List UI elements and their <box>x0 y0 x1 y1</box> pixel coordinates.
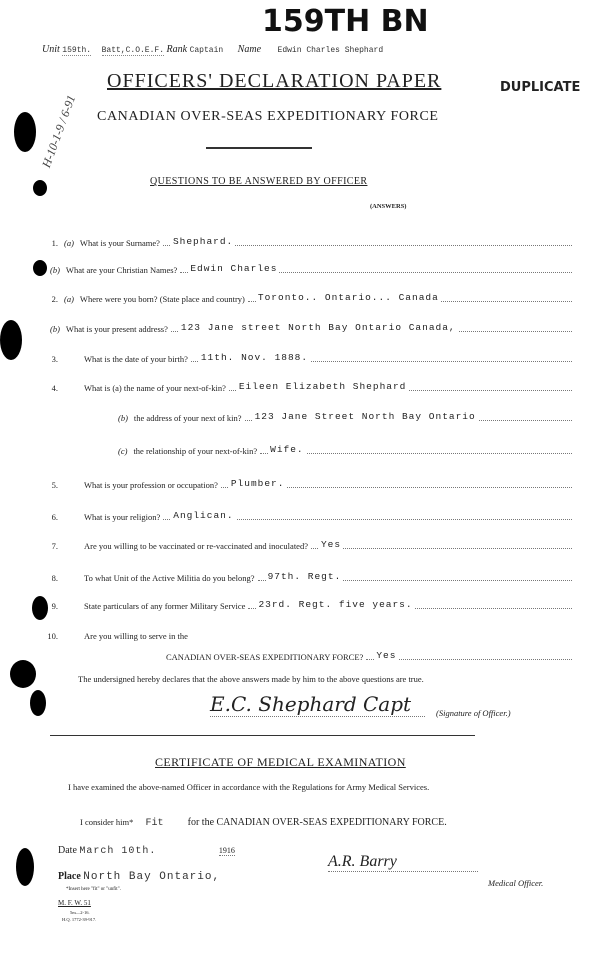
question-text: What is the date of your birth? <box>84 354 188 364</box>
margin-note: H-10-1-9 / 6-91 <box>39 93 79 170</box>
question-row <box>30 631 572 643</box>
answer-value: 23rd. Regt. five years. <box>258 599 413 610</box>
question-text: What is your Surname? <box>79 238 160 248</box>
question-row <box>118 445 572 457</box>
subtitle: CANADIAN OVER-SEAS EXPEDITIONARY FORCE <box>97 109 439 124</box>
question-text: Where were you born? (State place and country) <box>79 294 245 304</box>
fitness-value: Fit <box>145 818 164 829</box>
answer-value: Yes <box>320 539 342 550</box>
question-number: 1. <box>51 238 58 248</box>
question-text: What is your present address? <box>65 324 168 334</box>
question-row <box>30 237 572 249</box>
punch-hole-blot <box>33 260 47 276</box>
unit-label: Unit <box>42 44 60 55</box>
answer-value: 123 Jane street North Bay Ontario Canada, <box>180 322 456 333</box>
header-line <box>42 44 383 57</box>
answer-value: Yes <box>376 650 397 661</box>
question-row <box>50 264 572 276</box>
battalion-stamp: 159TH BN <box>262 4 429 39</box>
medical-officer-signature: A.R. Barry <box>328 852 478 872</box>
unit-value: 159th. <box>62 46 92 55</box>
question-sub: (b) <box>50 265 60 275</box>
punch-hole-blot <box>33 180 47 196</box>
print-line: 5m—2-16. <box>70 910 90 915</box>
year-value: 1916 <box>218 846 235 855</box>
medical-heading: CERTIFICATE OF MEDICAL EXAMINATION <box>155 755 406 769</box>
medical-officer-label: Medical Officer. <box>488 878 544 888</box>
divider <box>206 147 312 149</box>
question-number: 6. <box>51 512 58 522</box>
signature-label: (Signature of Officer.) <box>436 708 511 718</box>
question-text: What is your religion? <box>84 512 161 522</box>
punch-hole-blot <box>16 848 34 886</box>
question-sub: (c) <box>118 446 128 456</box>
answer-value: Edwin Charles <box>190 263 278 274</box>
question-number: 2. <box>51 294 58 304</box>
question-row <box>30 600 572 612</box>
answer-value: 123 Jane Street North Bay Ontario <box>254 411 476 422</box>
question-number: 7. <box>51 541 58 551</box>
place-value: North Bay Ontario, <box>83 871 221 883</box>
question-row <box>30 479 572 491</box>
question-sub: (b) <box>50 324 60 334</box>
question-row <box>30 353 572 365</box>
question-sub: (a) <box>64 238 74 248</box>
rank-label: Rank <box>166 44 188 55</box>
answer-value: Anglican. <box>173 510 234 521</box>
duplicate-stamp: DUPLICATE <box>500 80 581 95</box>
question-text: What are your Christian Names? <box>65 265 178 275</box>
question-number: 3. <box>51 354 58 364</box>
batt-value: Batt,C.O.E.F. <box>101 46 165 55</box>
question-row <box>30 382 572 394</box>
question-text: Are you willing to be vaccinated or re-vaccinated and inoculated? <box>84 541 308 551</box>
question-number: 8. <box>51 573 58 583</box>
medical-paragraph: I have examined the above-named Officer in accordance with the Regulations for Army Medical Services. <box>68 782 430 792</box>
question-text: the relationship of your next-of-kin? <box>133 446 258 456</box>
page-title: OFFICERS' DECLARATION PAPER <box>107 70 442 92</box>
question-text: What is your profession or occupation? <box>84 480 218 490</box>
answer-value: Shephard. <box>172 236 234 247</box>
footnote: *Insert here "fit" or "unfit". <box>66 887 121 892</box>
question-row <box>118 412 572 424</box>
place-label: Place <box>58 871 81 882</box>
rank-value: Captain <box>189 46 224 55</box>
date-line <box>58 845 235 857</box>
punch-hole-blot <box>0 320 22 360</box>
question-row <box>50 323 572 335</box>
print-line: H.Q. 1772-39-917. <box>62 917 97 922</box>
name-value: Edwin Charles Shephard <box>277 46 384 55</box>
question-sub: (a) <box>64 294 74 304</box>
question-number: 10. <box>47 631 58 641</box>
question-row <box>30 511 572 523</box>
place-line <box>58 870 220 884</box>
answer-value: Toronto.. Ontario... Canada <box>257 292 439 303</box>
punch-hole-blot <box>30 690 46 716</box>
question-number: 5. <box>51 480 58 490</box>
question-text: To what Unit of the Active Militia do you belong? <box>84 573 255 583</box>
answer-value: Plumber. <box>230 478 285 489</box>
divider <box>50 735 475 736</box>
consider-rest: for the CANADIAN OVER-SEAS EXPEDITIONARY FORCE. <box>187 817 447 828</box>
question-row <box>30 293 572 305</box>
question-row <box>30 540 572 552</box>
consider-line <box>80 817 447 829</box>
question-text: State particulars of any former Military Service <box>84 601 246 611</box>
question-number: 4. <box>51 383 58 393</box>
date-value: March 10th. <box>79 846 157 857</box>
punch-hole-blot <box>14 112 36 152</box>
form-code: M. F. W. 51 <box>58 899 91 907</box>
answer-value: Eileen Elizabeth Shephard <box>238 381 407 392</box>
officer-signature: E.C. Shephard Capt <box>210 692 425 717</box>
question-number: 9. <box>51 601 58 611</box>
question-row <box>30 572 572 584</box>
question-text: What is (a) the name of your next-of-kin? <box>84 383 226 393</box>
question-text: CANADIAN OVER-SEAS EXPEDITIONARY FORCE? <box>166 652 364 662</box>
question-text: the address of your next of kin? <box>133 413 242 423</box>
punch-hole-blot <box>10 660 36 688</box>
consider-label: I consider him* <box>80 817 134 827</box>
answer-value: Wife. <box>270 444 304 455</box>
answer-value: 97th. Regt. <box>267 571 342 582</box>
question-sub: (b) <box>118 413 128 423</box>
name-label: Name <box>237 44 262 55</box>
date-label: Date <box>58 845 77 856</box>
declaration-text: The undersigned hereby declares that the above answers made by him to the above questions are true. <box>78 674 424 684</box>
q10-line2 <box>166 651 572 663</box>
answer-value: 11th. Nov. 1888. <box>200 352 309 363</box>
answers-label: (ANSWERS) <box>370 203 407 210</box>
section-heading: QUESTIONS TO BE ANSWERED BY OFFICER <box>150 176 368 187</box>
question-text: Are you willing to serve in the <box>84 631 188 641</box>
